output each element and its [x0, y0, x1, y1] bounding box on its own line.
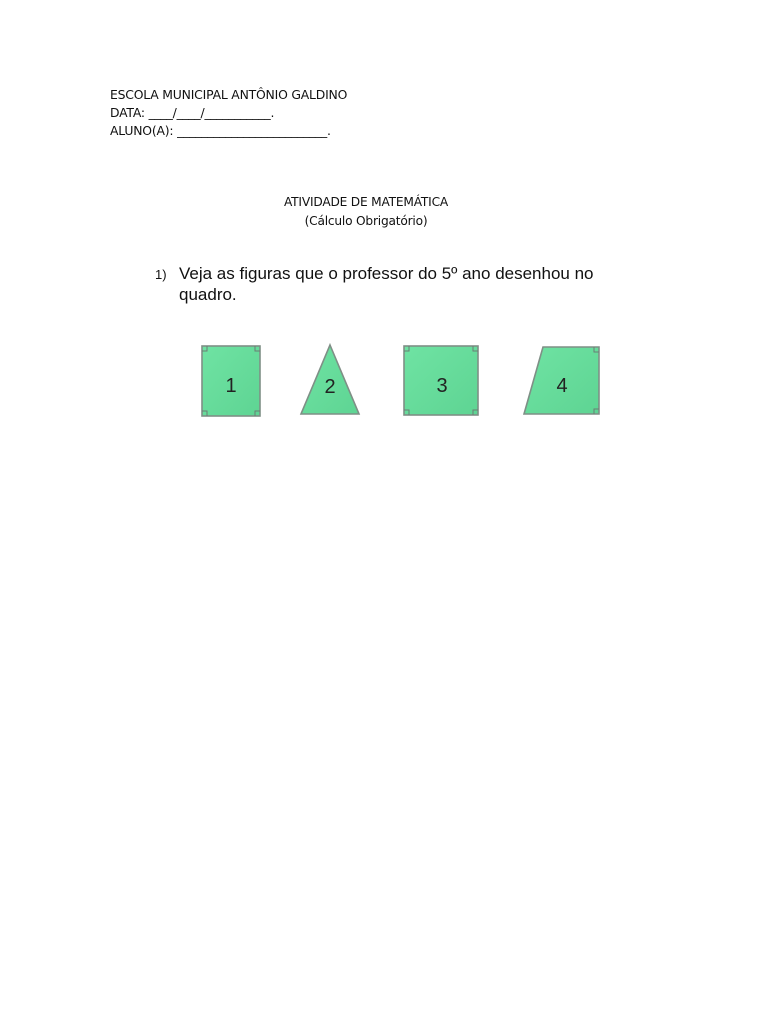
question-text: Veja as figuras que o professor do 5º ano desenhou no quadro.	[179, 264, 594, 304]
school-name: ESCOLA MUNICIPAL ANTÔNIO GALDINO	[110, 87, 348, 102]
activity-title: ATIVIDADE DE MATEMÁTICA	[283, 195, 449, 209]
figure-3-square	[404, 346, 478, 415]
figure-4-trapezoid	[524, 347, 599, 414]
school-header	[110, 86, 347, 140]
activity-title-block	[0, 193, 732, 231]
figures-row	[195, 338, 615, 424]
figure-1-rectangle	[202, 346, 260, 416]
figure-3-label: 3	[436, 375, 448, 397]
figure-2-label: 2	[324, 376, 336, 398]
figure-2-triangle	[301, 345, 359, 414]
figure-4-label: 4	[556, 375, 568, 397]
student-name-line: ALUNO(A): _________________________.	[110, 123, 331, 138]
figures-drawing	[195, 338, 615, 424]
question-1	[155, 263, 625, 305]
date-line: DATA: ____/____/___________.	[110, 105, 275, 120]
figure-1-label: 1	[225, 375, 237, 397]
question-number: 1)	[155, 267, 167, 282]
activity-subtitle: (Cálculo Obrigatório)	[304, 214, 428, 228]
